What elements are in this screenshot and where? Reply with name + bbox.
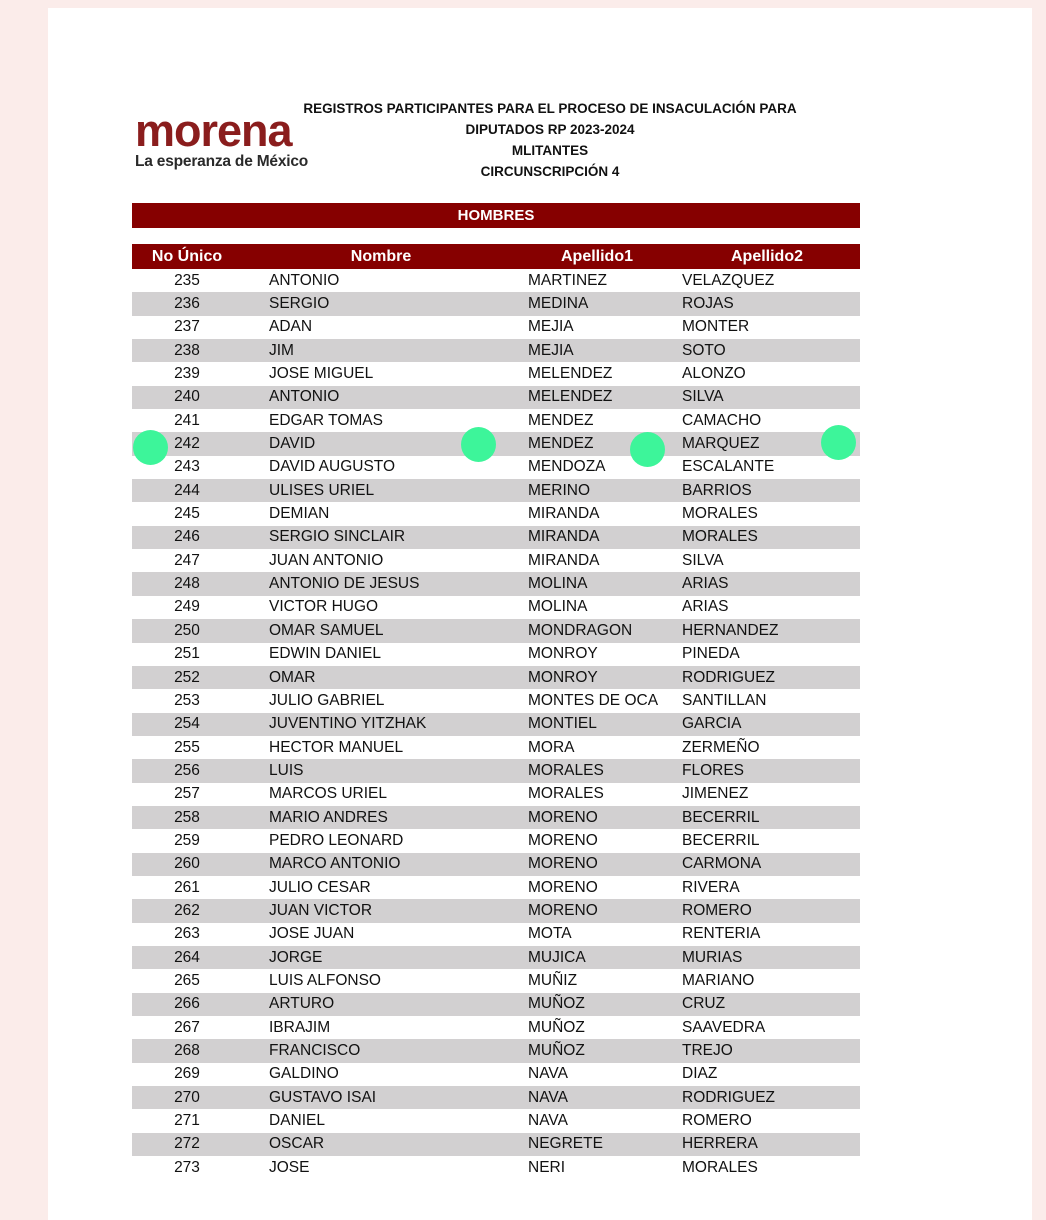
cell-no: 235 [174,271,200,289]
cell-apellido2: SILVA [674,386,860,409]
table-row [132,596,860,619]
cell-apellido1: NAVA [528,1112,568,1130]
table-row [132,876,860,899]
column-header-no: No Único [132,244,242,269]
cell-apellido1: MORA [528,738,575,756]
table-row [132,759,860,782]
table-row [132,899,860,922]
cell-no: 241 [174,411,200,429]
cell-nombre: JOSE [269,1158,310,1176]
cell-apellido2: JIMENEZ [682,785,749,803]
cell-nombre: ANTONIO DE JESUS [242,572,520,595]
cell-nombre: JUAN ANTONIO [269,551,384,569]
cell-apellido1: MEJIA [520,339,674,362]
document-heading [303,98,797,182]
cell-no: 238 [132,339,242,362]
touch-marker [133,430,168,465]
table-row [132,502,860,525]
cell-no: 243 [174,458,200,476]
cell-apellido2: MONTER [682,318,750,336]
cell-nombre: GALDINO [269,1065,339,1083]
cell-apellido2: RODRIGUEZ [674,1086,860,1109]
cell-apellido2: SILVA [682,551,724,569]
cell-nombre: OMAR SAMUEL [242,619,520,642]
document-page [48,8,1032,1220]
cell-apellido1: MONDRAGON [520,619,674,642]
cell-no: 256 [132,759,242,782]
cell-no: 272 [132,1133,242,1156]
participants-table [132,244,860,1179]
cell-apellido2: RENTERIA [682,925,761,943]
cell-apellido2: MORALES [682,505,758,523]
table-row [132,713,860,736]
table-row [132,1063,860,1086]
table-row [132,643,860,666]
table-row [132,619,860,642]
cell-apellido1: MORALES [520,759,674,782]
cell-apellido2: MORALES [674,526,860,549]
table-row [132,783,860,806]
cell-no: 245 [174,505,200,523]
cell-nombre: ANTONIO [242,386,520,409]
column-header-nombre: Nombre [242,244,520,269]
cell-no: 254 [132,713,242,736]
cell-no: 258 [132,806,242,829]
cell-apellido2: SAAVEDRA [682,1018,766,1036]
cell-apellido2: MARQUEZ [674,432,860,455]
table-row [132,1109,860,1132]
cell-apellido2: RODRIGUEZ [674,666,860,689]
cell-apellido1: MORENO [520,899,674,922]
cell-no: 247 [174,551,200,569]
cell-nombre: JULIO CESAR [269,878,371,896]
cell-no: 270 [132,1086,242,1109]
table-row [132,829,860,852]
logo-wordmark: morena [135,105,292,156]
cell-nombre: JIM [242,339,520,362]
cell-apellido1: MIRANDA [528,551,600,569]
cell-apellido1: MEJIA [528,318,574,336]
table-header-row [132,244,860,269]
cell-apellido2: BARRIOS [674,479,860,502]
table-row [132,1039,860,1062]
cell-apellido2: CRUZ [674,993,860,1016]
cell-nombre: MARCOS URIEL [269,785,387,803]
cell-nombre: JOSE MIGUEL [269,365,374,383]
cell-no: 237 [174,318,200,336]
cell-apellido2: MARIANO [682,971,755,989]
cell-nombre: JOSE JUAN [269,925,355,943]
cell-apellido1: MOTA [528,925,572,943]
cell-apellido2: SOTO [674,339,860,362]
cell-nombre: EDWIN DANIEL [269,645,381,663]
cell-apellido2: MORALES [682,1158,758,1176]
table-row [132,853,860,876]
cell-apellido1: MELENDEZ [520,386,674,409]
cell-no: 236 [132,292,242,315]
cell-apellido1: MOLINA [528,598,588,616]
cell-apellido1: MENDEZ [528,411,594,429]
table-body [132,269,860,1179]
cell-nombre: LUIS [242,759,520,782]
cell-apellido2: FLORES [674,759,860,782]
table-row [132,362,860,385]
table-row [132,1133,860,1156]
touch-marker [461,427,496,462]
touch-marker [821,425,856,460]
table-row [132,806,860,829]
cell-no: 265 [174,971,200,989]
cell-nombre: JULIO GABRIEL [269,691,385,709]
table-row [132,572,860,595]
cell-apellido1: NEGRETE [520,1133,674,1156]
cell-no: 269 [174,1065,200,1083]
cell-no: 255 [174,738,200,756]
table-row [132,923,860,946]
cell-no: 257 [174,785,200,803]
cell-nombre: DAVID [242,432,520,455]
cell-no: 262 [132,899,242,922]
cell-apellido1: MUJICA [520,946,674,969]
cell-apellido1: MUÑOZ [528,1018,585,1036]
cell-no: 244 [132,479,242,502]
cell-apellido2: VELAZQUEZ [682,271,775,289]
table-row [132,1156,860,1179]
cell-apellido2: ZERMEÑO [682,738,760,756]
cell-apellido1: MOLINA [520,572,674,595]
cell-apellido1: MEDINA [520,292,674,315]
cell-no: 266 [132,993,242,1016]
cell-apellido1: MUÑOZ [520,993,674,1016]
cell-nombre: VICTOR HUGO [269,598,379,616]
cell-apellido1: MONTIEL [520,713,674,736]
cell-no: 261 [174,878,200,896]
cell-nombre: JUAN VICTOR [242,899,520,922]
cell-no: 248 [132,572,242,595]
cell-nombre: ADAN [269,318,313,336]
cell-apellido2: ESCALANTE [682,458,775,476]
heading-line-4: CIRCUNSCRIPCIÓN 4 [480,164,620,179]
cell-apellido1: NAVA [528,1065,568,1083]
morena-logo [135,105,309,171]
cell-apellido1: MENDOZA [528,458,606,476]
cell-nombre: ULISES URIEL [242,479,520,502]
heading-line-3: MLITANTES [511,143,589,158]
table-row [132,456,860,479]
touch-marker [630,432,665,467]
cell-apellido1: MERINO [520,479,674,502]
table-row [132,993,860,1016]
cell-no: 263 [174,925,200,943]
cell-apellido2: HERNANDEZ [674,619,860,642]
cell-no: 239 [174,365,200,383]
cell-apellido2: SANTILLAN [682,691,767,709]
cell-nombre: JUVENTINO YITZHAK [242,713,520,736]
cell-no: 267 [174,1018,200,1036]
cell-nombre: SERGIO SINCLAIR [242,526,520,549]
table-row [132,526,860,549]
cell-apellido1: MONTES DE OCA [528,691,659,709]
cell-apellido2: BECERRIL [674,806,860,829]
cell-apellido2: ROMERO [682,1112,752,1130]
cell-no: 273 [174,1158,200,1176]
cell-apellido1: MORENO [528,831,598,849]
cell-apellido2: ROJAS [674,292,860,315]
cell-apellido1: MORENO [528,878,598,896]
cell-nombre: GUSTAVO ISAI [242,1086,520,1109]
cell-apellido2: GARCIA [674,713,860,736]
cell-nombre: MARCO ANTONIO [242,853,520,876]
table-row [132,1086,860,1109]
cell-no: 271 [174,1112,200,1130]
cell-no: 240 [132,386,242,409]
cell-apellido1: MONROY [528,645,598,663]
table-row [132,946,860,969]
table-row [132,386,860,409]
cell-apellido2: RIVERA [682,878,740,896]
heading-line-2: DIPUTADOS RP 2023-2024 [465,122,635,137]
cell-no: 260 [132,853,242,876]
cell-apellido1: MIRANDA [520,526,674,549]
table-row [132,316,860,339]
cell-apellido1: MORENO [520,853,674,876]
cell-apellido2: ROMERO [674,899,860,922]
cell-apellido1: MORALES [528,785,604,803]
cell-apellido2: CARMONA [674,853,860,876]
cell-nombre: DEMIAN [269,505,330,523]
cell-apellido2: DIAZ [682,1065,718,1083]
cell-apellido1: MELENDEZ [528,365,613,383]
cell-nombre: MARIO ANDRES [242,806,520,829]
section-title-bar: HOMBRES [132,203,860,228]
cell-apellido2: TREJO [674,1039,860,1062]
cell-apellido2: HERRERA [674,1133,860,1156]
table-row [132,432,860,455]
cell-apellido2: ALONZO [682,365,746,383]
table-row [132,479,860,502]
column-header-apellido2: Apellido2 [674,244,860,269]
cell-no: 259 [174,831,200,849]
cell-nombre: SERGIO [242,292,520,315]
cell-nombre: OMAR [242,666,520,689]
column-header-apellido1: Apellido1 [520,244,674,269]
cell-apellido1: MUÑOZ [520,1039,674,1062]
table-row [132,1016,860,1039]
cell-apellido1: MIRANDA [528,505,600,523]
cell-apellido1: NERI [528,1158,566,1176]
cell-nombre: LUIS ALFONSO [269,971,381,989]
cell-apellido2: MURIAS [674,946,860,969]
cell-no: 268 [132,1039,242,1062]
cell-no: 251 [174,645,200,663]
cell-apellido2: BECERRIL [682,831,760,849]
table-row [132,969,860,992]
cell-nombre: DANIEL [269,1112,325,1130]
cell-no: 249 [174,598,200,616]
table-row [132,409,860,432]
cell-nombre: FRANCISCO [242,1039,520,1062]
cell-apellido1: MONROY [520,666,674,689]
cell-apellido1: NAVA [520,1086,674,1109]
table-row [132,689,860,712]
cell-nombre: PEDRO LEONARD [269,831,404,849]
cell-nombre: ARTURO [242,993,520,1016]
cell-apellido2: PINEDA [682,645,740,663]
table-row [132,339,860,362]
cell-nombre: IBRAJIM [269,1018,331,1036]
table-row [132,666,860,689]
table-row [132,549,860,572]
cell-no: 250 [132,619,242,642]
cell-nombre: ANTONIO [269,271,340,289]
cell-apellido2: ARIAS [674,572,860,595]
cell-nombre: DAVID AUGUSTO [269,458,396,476]
cell-no: 253 [174,691,200,709]
cell-no: 246 [132,526,242,549]
logo-tagline: La esperanza de México [135,153,309,170]
cell-no: 252 [132,666,242,689]
cell-apellido1: MUÑIZ [528,971,578,989]
cell-nombre: EDGAR TOMAS [269,411,383,429]
table-row [132,269,860,292]
cell-apellido1: MORENO [520,806,674,829]
cell-apellido1: MARTINEZ [528,271,607,289]
cell-nombre: OSCAR [242,1133,520,1156]
cell-apellido2: ARIAS [682,598,729,616]
cell-no: 264 [132,946,242,969]
table-row [132,292,860,315]
table-row [132,736,860,759]
cell-no: 242 [132,432,242,455]
cell-apellido2: CAMACHO [682,411,762,429]
heading-line-1: REGISTROS PARTICIPANTES PARA EL PROCESO DE INSACULACIÓN PARA [303,101,797,116]
cell-nombre: JORGE [242,946,520,969]
cell-nombre: HECTOR MANUEL [269,738,404,756]
cell-apellido1: MENDEZ [520,432,674,455]
